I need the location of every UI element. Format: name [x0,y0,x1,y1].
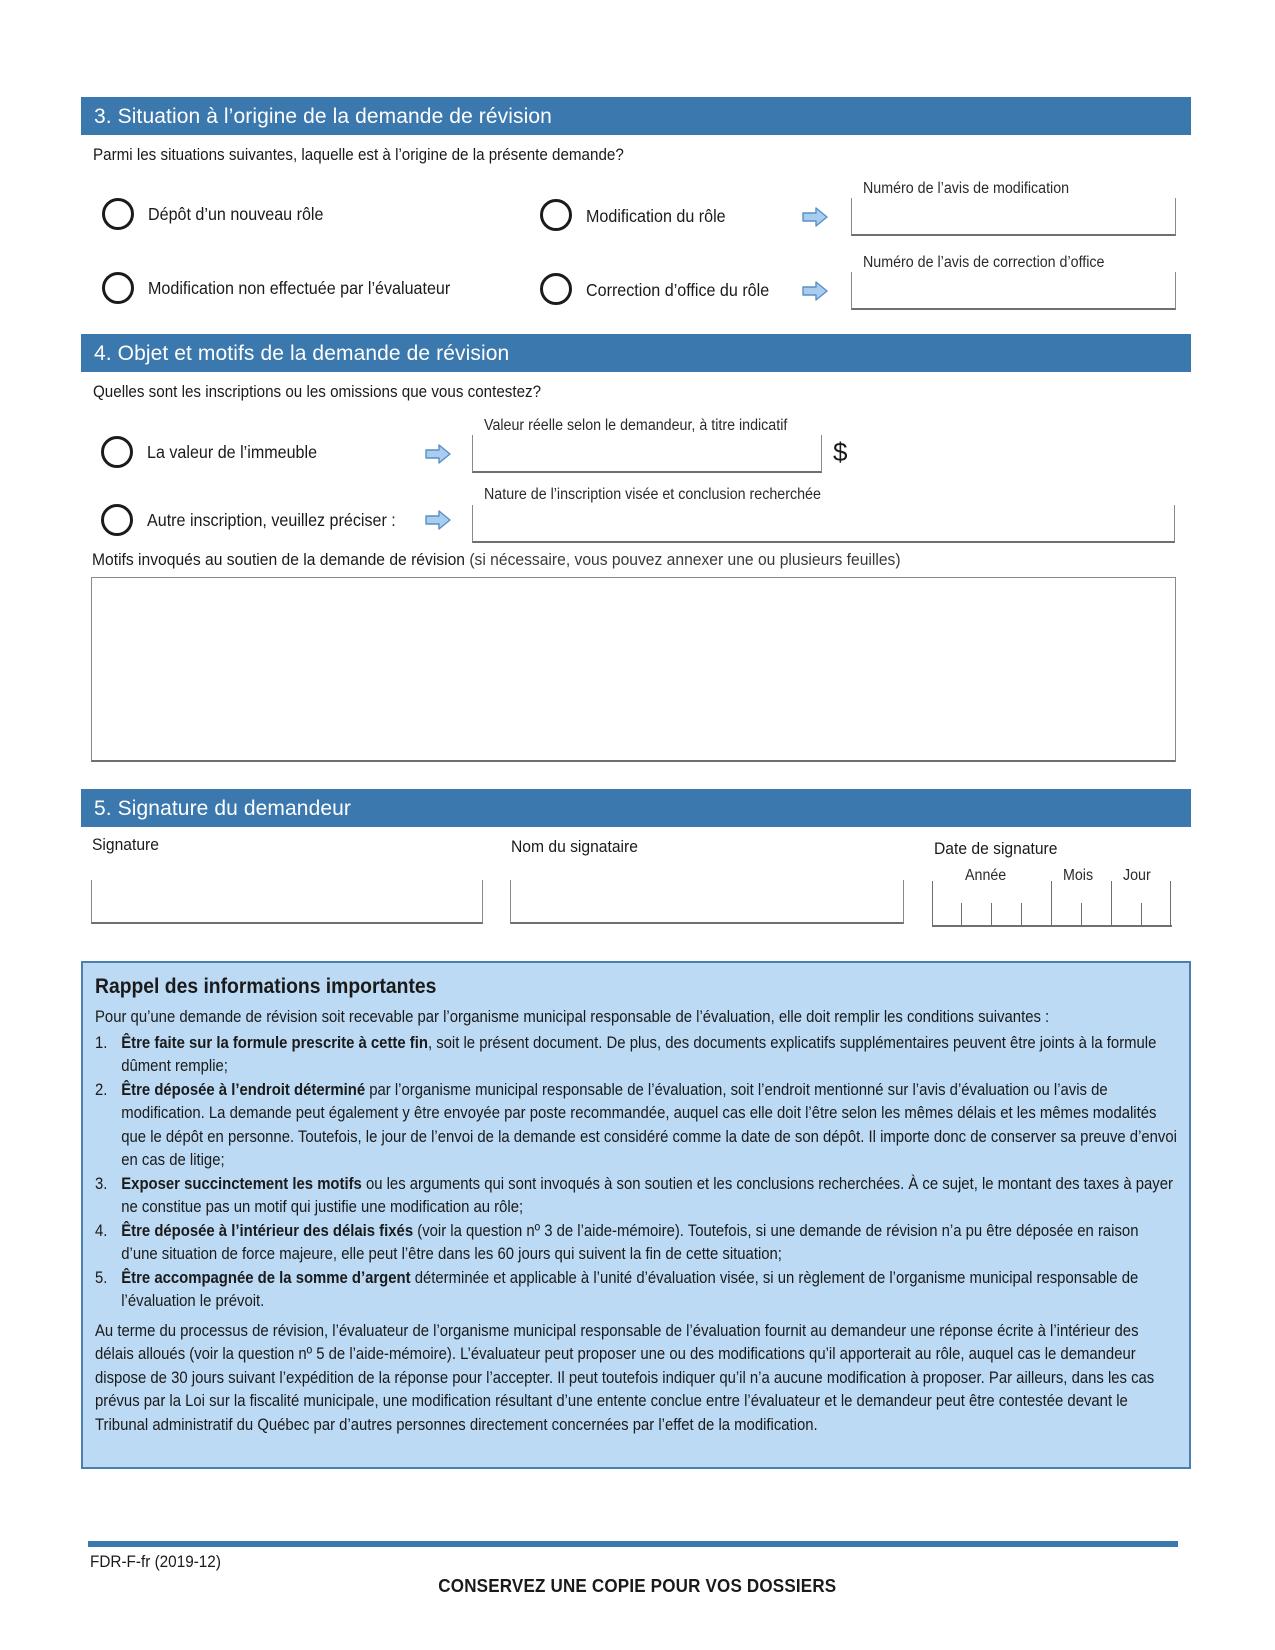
motifs-label-main: Motifs invoqués au soutien de la demande de révision [92,550,465,569]
info-condition-item [95,1078,1178,1172]
nature-inscription-label: Nature de l’inscription visée et conclusion recherchée [484,486,821,503]
info-condition-item [95,1219,1178,1266]
radio-valeur-immeuble[interactable] [101,436,133,468]
dollar-sign: $ [833,437,848,467]
right-arrow-icon [801,205,829,229]
item-bold: Être accompagnée de la somme d’argent [121,1267,411,1287]
valeur-reelle-field[interactable] [472,435,822,473]
date-day-label: Jour [1123,867,1151,884]
avis-modification-label: Numéro de l’avis de modification [863,180,1070,197]
item-number: 1. [95,1032,108,1052]
motifs-label [92,550,901,570]
radio-modification-role[interactable] [540,199,572,231]
item-bold: Être faite sur la formule prescrite à cette fin [121,1032,428,1052]
date-year-input[interactable] [933,885,1051,925]
signataire-label: Nom du signataire [511,837,638,856]
section-3-question [93,146,670,165]
info-body [95,1005,1178,1436]
motifs-textarea[interactable] [92,578,1175,760]
valeur-reelle-label: Valeur réelle selon le demandeur, à titre indicatif [484,417,788,434]
info-title: Rappel des informations importantes [95,975,437,998]
date-month-label: Mois [1063,867,1094,884]
motifs-label-note: (si nécessaire, vous pouvez annexer une ou plusieurs feuilles) [464,550,901,569]
item-text: déterminée et applicable à l’unité d’évaluation visée, si un règlement de l’organisme municipal responsable de l’évaluation le prévoit. [121,1267,1139,1310]
radio-label-valeur-immeuble: La valeur de l’immeuble [147,442,318,462]
radio-depot-nouveau-role[interactable] [102,198,134,230]
section-3-title: 3. Situation à l’origine de la demande de révision [94,105,552,128]
avis-modification-field[interactable] [851,198,1176,236]
item-bold: Être déposée à l’endroit déterminé [121,1079,366,1099]
signature-field[interactable] [91,880,483,924]
date-day-input[interactable] [1112,885,1170,925]
signature-input[interactable] [92,880,482,922]
info-condition-item [95,1266,1178,1313]
info-condition-item [95,1172,1178,1219]
right-arrow-icon [424,442,452,466]
section-4-title: 4. Objet et motifs de la demande de révision [94,342,510,365]
item-text: ou les arguments qui sont invoqués à son soutien et les conclusions recherchées. À ce sujet, le montant des taxes à payer ne constitue pas un motif qui justifie une modification au rôle; [121,1173,1173,1216]
footer-note-text: CONSERVEZ UNE COPIE POUR VOS DOSSIERS [438,1575,837,1596]
item-number: 2. [95,1079,108,1099]
item-number: 3. [95,1173,108,1193]
section-3-question-text: Parmi les situations suivantes, laquelle est à l’origine de la présente demande? [93,146,624,164]
date-signature-field [932,883,1172,927]
info-intro: Pour qu’une demande de révision soit recevable par l’organisme municipal responsable de l’évaluation, elle doit remplir les conditions suivantes : [95,1007,1050,1026]
important-info-box [81,961,1191,1469]
form-code: FDR-F-fr (2019-12) [90,1552,221,1571]
nature-inscription-field[interactable] [472,505,1175,543]
info-conclusion: Au terme du processus de révision, l’évaluateur de l’organisme municipal responsable de l’évaluation fournit au demandeur une réponse écrite à l’intérieur des délais alloués (voir la question nº 5 de l’aide-mémoire). L’évaluateur peut proposer une ou des modifications qu’il apporterait au rôle, auquel cas le demandeur dispose de 30 jours suivant l’expédition de la réponse pour l’accepter. Il peut toutefois indiquer qu’il n’a aucune modification à proposer. Par ailleurs, dans les cas prévus par la Loi sur la fiscalité municipale, une modification résultant d’une entente conclue entre l’évaluateur et le demandeur peut être contestée devant le Tribunal administratif du Québec par d’autres personnes directement concernées par l’effet de la modification. [95,1320,1155,1434]
item-number: 5. [95,1267,108,1287]
section-5-header [81,789,1191,827]
radio-label-correction-office: Correction d’office du rôle [586,280,770,300]
avis-modification-input[interactable] [852,198,1175,234]
radio-autre-inscription[interactable] [101,504,133,536]
avis-correction-label: Numéro de l’avis de correction d’office [863,254,1105,271]
radio-modification-non-effectuee[interactable] [102,272,134,304]
footer-note [0,1575,1275,1597]
right-arrow-icon [801,279,829,303]
info-conditions-list [95,1031,1178,1313]
section-4-question-text: Quelles sont les inscriptions ou les omissions que vous contestez? [93,383,542,401]
info-condition-item [95,1031,1178,1078]
radio-label-autre-inscription: Autre inscription, veuillez préciser : [147,510,396,530]
item-number: 4. [95,1220,108,1240]
section-3-header [81,97,1191,135]
item-text: par l’organisme municipal responsable de l’évaluation, soit l’endroit mentionné sur l’avis d’évaluation ou l’avis de modification. La demande peut également y être envoyée par poste recommandée, auquel cas elle doit l’être selon les mêmes délais et les mêmes modalités que le dépôt en personne. Toutefois, le jour de l’envoi de la demande est considéré comme la date de son dépôt. Il importe donc de conserver sa preuve d’envoi en cas de litige; [121,1079,1177,1169]
motifs-textarea-box[interactable] [91,577,1176,762]
radio-label-modification-role: Modification du rôle [586,206,726,226]
signataire-field[interactable] [510,880,904,924]
right-arrow-icon [424,508,452,532]
radio-label-modification-non-effectuee: Modification non effectuée par l’évaluateur [148,278,451,298]
section-4-question [93,383,580,402]
date-divider [1170,881,1171,925]
valeur-reelle-input[interactable] [473,435,821,471]
avis-correction-field[interactable] [851,272,1176,310]
nature-inscription-input[interactable] [473,505,1174,541]
footer-rule [88,1541,1178,1547]
section-5-title: 5. Signature du demandeur [94,797,352,820]
date-month-input[interactable] [1052,885,1111,925]
radio-label-depot-nouveau-role: Dépôt d’un nouveau rôle [148,204,324,224]
radio-correction-office[interactable] [540,273,572,305]
date-signature-label: Date de signature [934,839,1058,858]
item-bold: Exposer succinctement les motifs [121,1173,362,1193]
signataire-input[interactable] [511,880,903,922]
item-text: , soit le présent document. De plus, des documents explicatifs supplémentaires peuvent être joints à la formule dûment remplie; [121,1032,1157,1075]
item-bold: Être déposée à l’intérieur des délais fixés [121,1220,414,1240]
section-4-header [81,334,1191,372]
signature-label: Signature [92,835,159,854]
avis-correction-input[interactable] [852,272,1175,308]
date-year-label: Année [965,867,1007,884]
item-text: (voir la question nº 3 de l’aide-mémoire). Toutefois, si une demande de révision n’a pu être déposée en raison d’une situation de force majeure, elle peut l’être dans les 60 jours qui suivent la fin de cette situation; [121,1220,1139,1263]
